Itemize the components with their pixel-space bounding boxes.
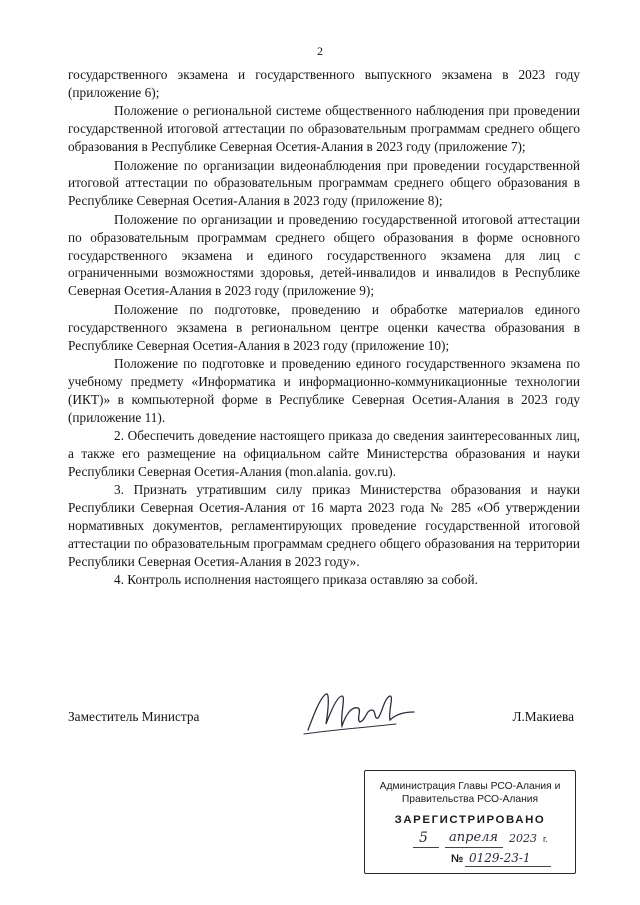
stamp-date-day: 5 [419,830,428,846]
stamp-date [413,830,563,851]
stamp-organization [365,780,575,806]
paragraph-appendix-11: Положение по подготовке и проведению единого государственного экзамена по учебному предмету «Информатика и информационно-коммуникационные технологии (ИКТ)» в компьютерной форме в Республике Северная Осетия-Алания в 2023 году (приложение 11). [68,356,580,425]
signatory-name: Л.Макиева [512,709,574,724]
stamp-registered-label: ЗАРЕГИСТРИРОВАНО [394,814,546,826]
stamp-org-line-1: Администрация Главы РСО-Алания и [379,781,561,792]
paragraph-item-3: 3. Признать утратившим силу приказ Министерства образования и науки Республики Северная Осетия-Алания от 16 марта 2023 года № 285 «Об утверждении нормативных документов, регламентирующих проведение государственной итоговой аттестации по образовательным программам среднего общего образования на территории Республики Северная Осетия-Алания в 2023 году». [68,482,580,569]
paragraph-appendix-8: Положение по организации видеонаблюдения при проведении государственной итоговой аттестации по образовательным программам среднего общего образования в Республике Северная Осетия-Алания в 2023 году (приложение 8); [68,157,580,209]
stamp-number-value: 0129-23-1 [469,851,531,865]
signatory-title: Заместитель Министра [68,709,200,724]
registration-stamp [364,770,576,874]
paragraph-item-2: 2. Обеспечить доведение настоящего приказа до сведения заинтересованных лиц, а также его размещение на официальном сайте Министерства образования и науки Республики Северная Осетия-Алания (mon.alania. gov.ru). [68,428,580,479]
document-body [68,66,580,590]
paragraph-appendix-6: государственного экзамена и государственного выпускного экзамена в 2023 году (приложение 6); [68,67,580,100]
stamp-date-month: апреля [449,830,499,845]
page-number: 2 [317,44,323,58]
paragraph-appendix-9: Положение по организации и проведению государственной итоговой аттестации по образовательным программам среднего общего образования в форме основного государственного экзамена и единого государственного экзамена для лиц с ограниченными возможностями здоровья, детей-инвалидов и инвалидов в Республике Северная Осетия-Алания в 2023 году (приложение 9); [68,211,580,299]
stamp-date-suffix: г. [543,834,548,844]
paragraph-appendix-7: Положение о региональной системе общественного наблюдения при проведении государственной итоговой аттестации по образовательным программам среднего общего образования в Республике Северная Осетия-Алания в 2023 году (приложение 7); [68,103,580,155]
stamp-org-line-2: Правительства РСО-Алания [401,794,539,805]
paragraph-appendix-10: Положение по подготовке, проведению и обработке материалов единого государственного экзамена в региональном центре оценки качества образования в Республике Северная Осетия-Алания в 2023 году (приложение 10); [68,301,580,353]
handwritten-signature [300,684,420,744]
stamp-number-prefix: № [451,853,464,865]
stamp-number-row [451,853,561,869]
paragraph-item-4: 4. Контроль исполнения настоящего приказа оставляю за собой. [114,572,478,588]
stamp-date-year: 2023 [509,832,537,845]
